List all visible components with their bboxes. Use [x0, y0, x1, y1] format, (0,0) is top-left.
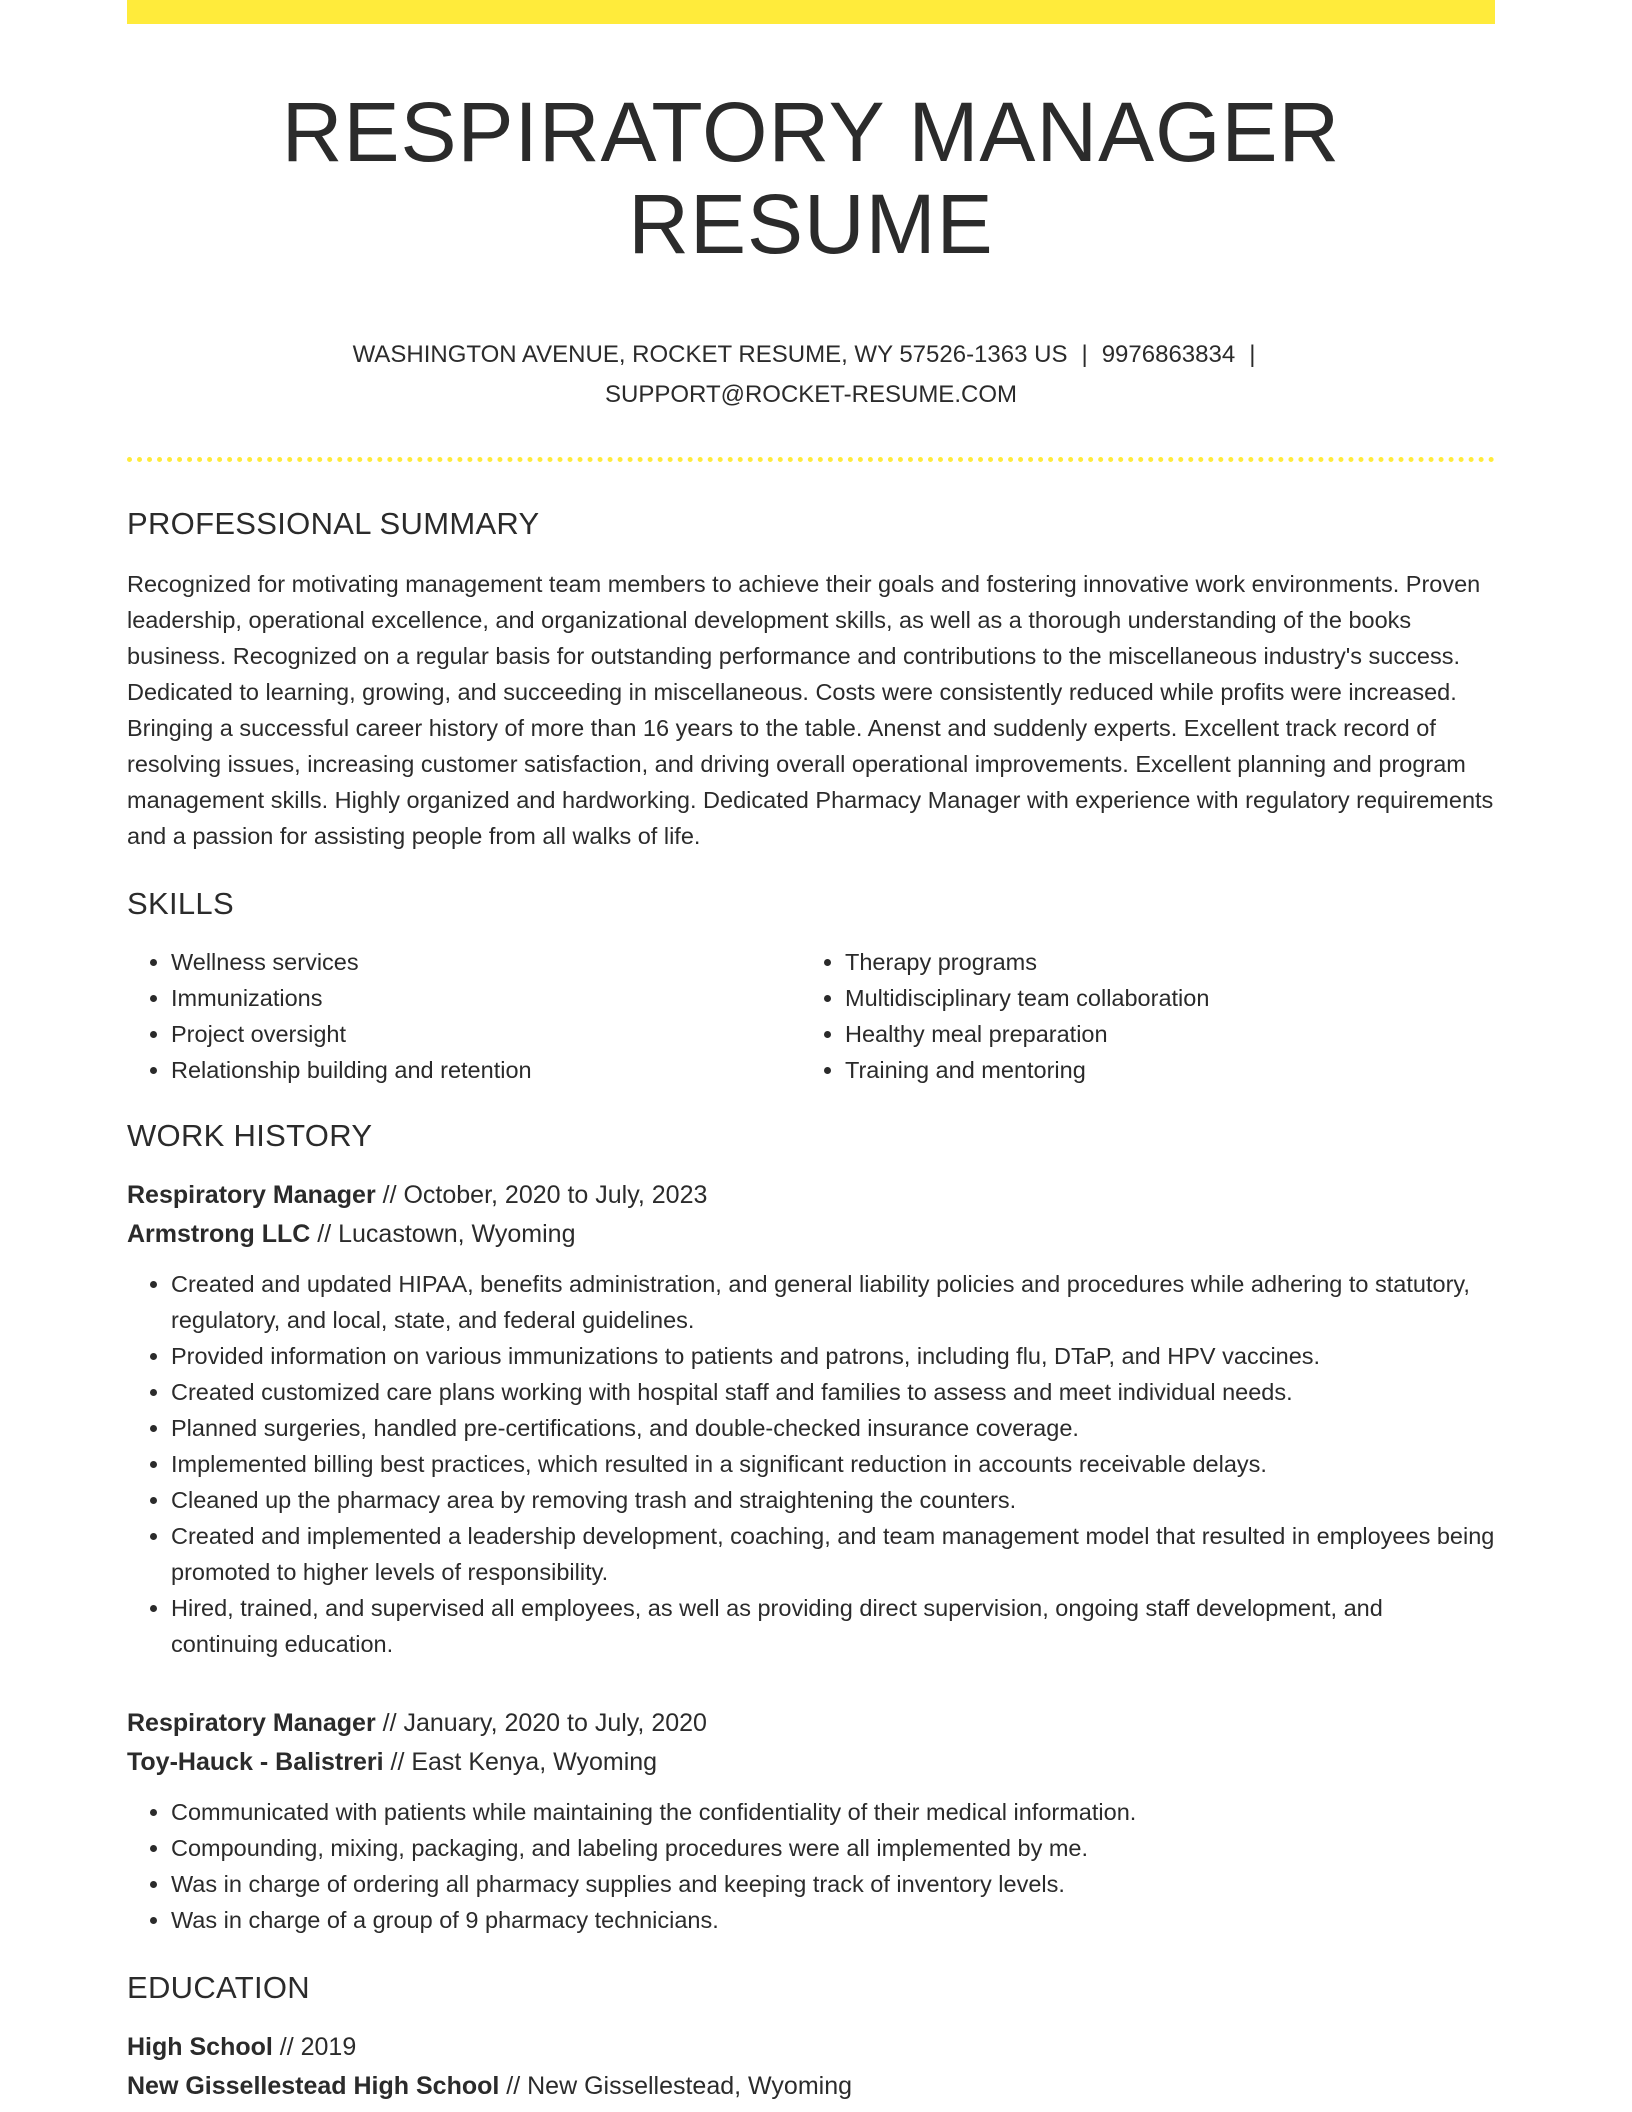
job-bullet: • Provided information on various immunizations to patients and patrons, including flu, DTaP, and HPV vaccines.	[171, 1338, 1495, 1374]
job-bullets	[127, 1794, 1495, 1938]
skill-item: • Healthy meal preparation	[845, 1016, 1475, 1052]
job-bullet: • Created and implemented a leadership development, coaching, and team management model that resulted in employees being promoted to higher levels of responsibility.	[171, 1518, 1495, 1590]
job-entry	[127, 1704, 1495, 1938]
skills-column-right	[801, 944, 1475, 1088]
education-heading: EDUCATION	[127, 1969, 310, 2005]
job-company-line	[127, 1215, 1495, 1254]
job-role-line	[127, 1176, 1495, 1215]
contact-info	[127, 335, 1495, 415]
job-bullet: • Was in charge of a group of 9 pharmacy technicians.	[171, 1902, 1495, 1938]
resume-title: RESPIRATORY MANAGER RESUME	[281, 85, 1341, 272]
phone: 9976863834	[1101, 340, 1236, 368]
job-bullets	[127, 1266, 1495, 1662]
skill-item: • Wellness services	[171, 944, 801, 980]
resume-page	[127, 0, 1495, 2106]
skill-item: • Immunizations	[171, 980, 801, 1016]
summary-text: Recognized for motivating management team members to achieve their goals and fostering innovative work environments. Proven leadership, operational excellence, and organizational development skills, as well as a thorough understanding of the books business. Recognized on a regular basis for outstanding performance and contributions to the miscellaneous industry's success. Dedicated to learning, growing, and succeeding in miscellaneous. Costs were consistently reduced while profits were increased. Bringing a successful career history of more than 16 years to the table. Anenst and suddenly experts. Excellent track record of resolving issues, increasing customer satisfaction, and driving overall operational improvements. Excellent planning and program management skills. Highly organized and hardworking. Dedicated Pharmacy Manager with experience with regulatory requirements and a passion for assisting people from all walks of life.	[127, 570, 1494, 849]
skill-item: • Multidisciplinary team collaboration	[845, 980, 1475, 1016]
job-location: // Lucastown, Wyoming	[310, 1219, 576, 1248]
skills-list	[127, 944, 1495, 1088]
job-role: Respiratory Manager	[127, 1708, 376, 1737]
skills-column-left	[127, 944, 801, 1088]
contact-separator: |	[1081, 340, 1088, 368]
dotted-divider	[127, 457, 1495, 462]
summary-heading: PROFESSIONAL SUMMARY	[127, 505, 540, 541]
job-bullet: • Communicated with patients while maintaining the confidentiality of their medical information.	[171, 1794, 1495, 1830]
job-bullet: • Compounding, mixing, packaging, and labeling procedures were all implemented by me.	[171, 1830, 1495, 1866]
job-dates: // January, 2020 to July, 2020	[375, 1708, 707, 1737]
job-entry	[127, 1176, 1495, 1662]
education-year: // 2019	[272, 2032, 357, 2061]
job-bullet: • Cleaned up the pharmacy area by removing trash and straightening the counters.	[171, 1482, 1495, 1518]
job-company-line	[127, 1743, 1495, 1782]
job-bullet: • Hired, trained, and supervised all employees, as well as providing direct supervision, ongoing staff development, and continuing education.	[171, 1590, 1495, 1662]
education-entry	[127, 2028, 1495, 2106]
address: WASHINGTON AVENUE, ROCKET RESUME, WY 57526-1363 US	[352, 340, 1068, 368]
contact-separator: |	[1249, 340, 1256, 368]
job-bullet: • Was in charge of ordering all pharmacy supplies and keeping track of inventory levels.	[171, 1866, 1495, 1902]
education-school: New Gissellestead High School	[127, 2071, 500, 2100]
email: SUPPORT@ROCKET-RESUME.COM	[605, 380, 1017, 408]
job-bullet: • Created and updated HIPAA, benefits administration, and general liability policies and procedures while adhering to statutory, regulatory, and local, state, and federal guidelines.	[171, 1266, 1495, 1338]
job-bullet: • Planned surgeries, handled pre-certifications, and double-checked insurance coverage.	[171, 1410, 1495, 1446]
skill-item: • Therapy programs	[845, 944, 1475, 980]
job-dates: // October, 2020 to July, 2023	[375, 1180, 708, 1209]
job-bullet: • Implemented billing best practices, which resulted in a significant reduction in accounts receivable delays.	[171, 1446, 1495, 1482]
education-school-line	[127, 2067, 1495, 2106]
skill-item: • Relationship building and retention	[171, 1052, 801, 1088]
skill-item: • Project oversight	[171, 1016, 801, 1052]
job-company: Toy-Hauck - Balistreri	[127, 1747, 384, 1776]
work-history-heading: WORK HISTORY	[127, 1117, 373, 1153]
education-location: // New Gissellestead, Wyoming	[499, 2071, 853, 2100]
education-degree: High School	[127, 2032, 273, 2061]
top-accent-bar	[127, 0, 1495, 24]
job-role: Respiratory Manager	[127, 1180, 376, 1209]
job-bullet: • Created customized care plans working with hospital staff and families to assess and meet individual needs.	[171, 1374, 1495, 1410]
job-location: // East Kenya, Wyoming	[383, 1747, 658, 1776]
job-role-line	[127, 1704, 1495, 1743]
education-degree-line	[127, 2028, 1495, 2067]
job-company: Armstrong LLC	[127, 1219, 311, 1248]
skills-heading: SKILLS	[127, 885, 234, 921]
skill-item: • Training and mentoring	[845, 1052, 1475, 1088]
